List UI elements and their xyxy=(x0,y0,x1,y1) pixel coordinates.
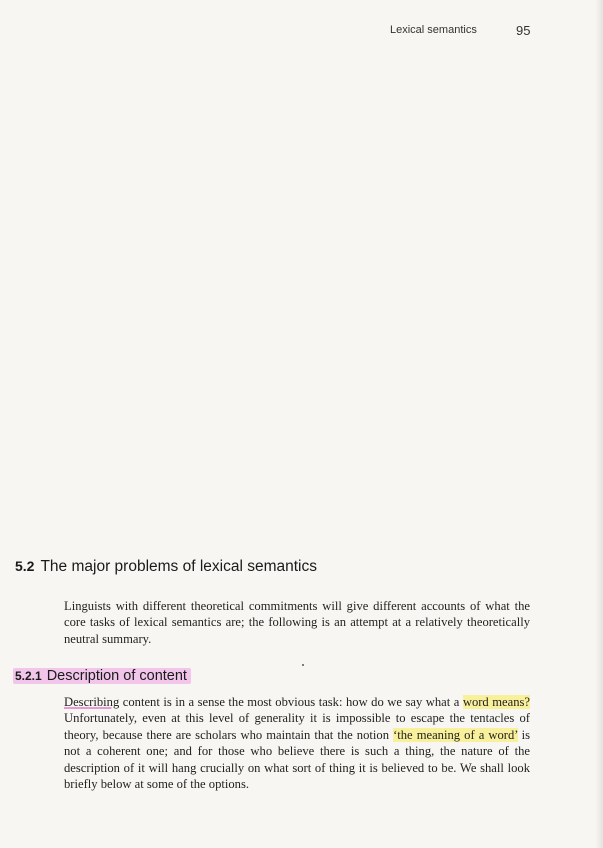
running-header-title: Lexical semantics xyxy=(390,24,477,36)
highlighted-phrase-1: word means? xyxy=(462,695,530,709)
subsection-title: Description of content xyxy=(46,668,187,684)
section-intro-paragraph: Linguists with different theoretical commitments will give different accounts of what the core tasks of lexical semantics are; the following is an attempt at a relatively theoretically neutral summary. xyxy=(64,599,530,646)
underlined-word: Describing xyxy=(64,695,120,709)
section-number: 5.2 xyxy=(15,558,35,574)
subsection-number: 5.2.1 xyxy=(15,669,42,683)
body-text-1: content is in a sense the most obvious task: how do we say what a xyxy=(119,695,463,709)
subsection-body-paragraph xyxy=(64,694,530,792)
page-edge-shadow xyxy=(595,0,603,848)
body-text-2: Unfortunately, even at this level of generality it is impossible to escape the tentacles of theory, because there are scholars who maintain that the notion xyxy=(64,711,530,742)
section-heading xyxy=(15,558,317,576)
subsection-heading xyxy=(13,668,191,684)
section-title: The major problems of lexical semantics xyxy=(40,558,317,575)
body-text-3: is not a coherent one; and for those who believe there is such a thing, the nature of the description of it will hang crucially on what sort of thing it is believed to be. We shall look briefly below at some of the options. xyxy=(64,727,530,792)
highlighted-phrase-2: ‘the meaning of a word’ xyxy=(393,727,518,742)
page-number: 95 xyxy=(516,23,531,38)
dust-speck xyxy=(302,664,304,666)
